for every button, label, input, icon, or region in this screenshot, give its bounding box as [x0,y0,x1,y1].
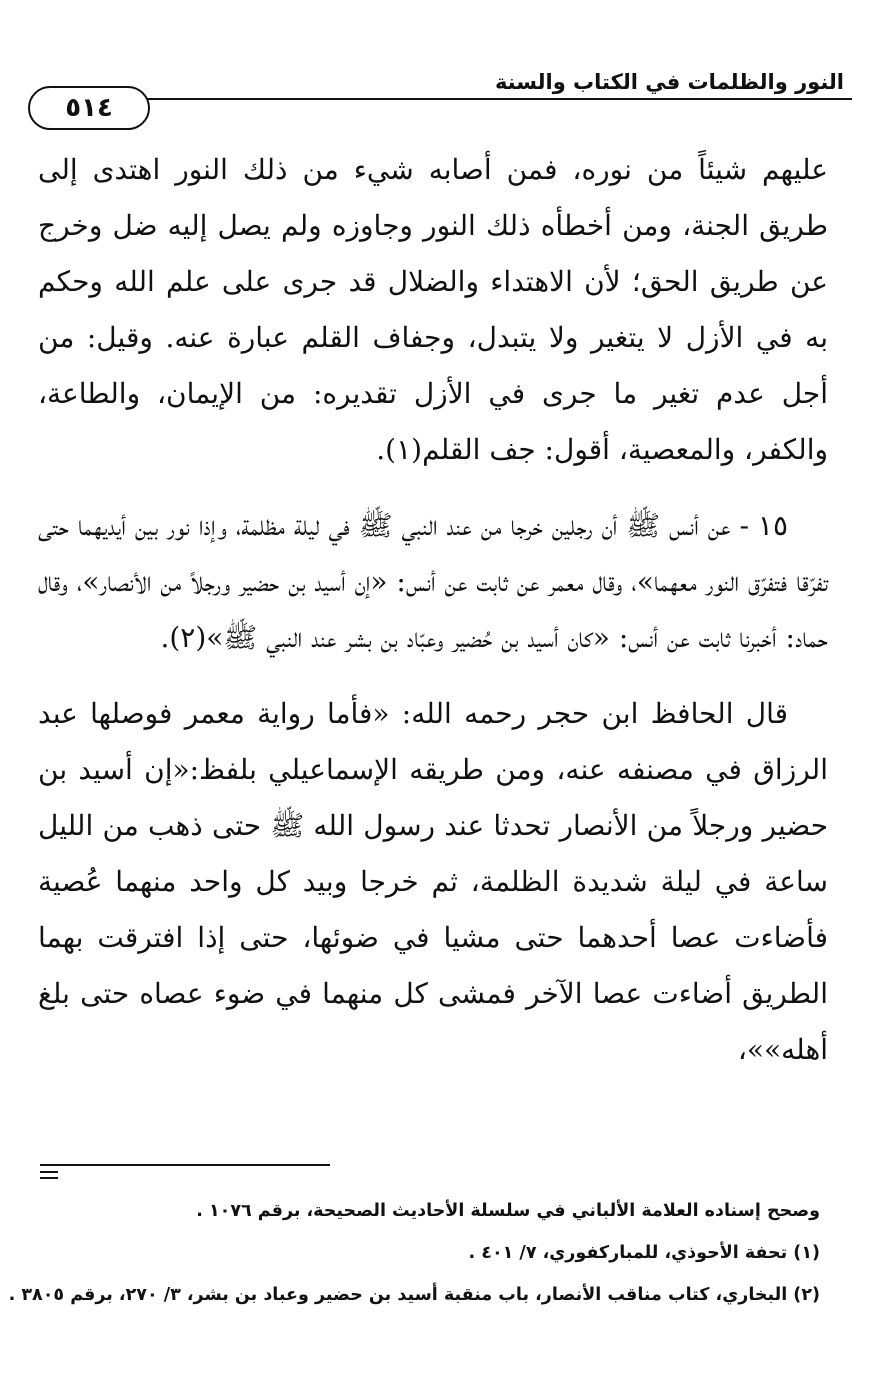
paragraph-hadith-15: ١٥ - عن أنس ﷺ أن رجلين خرجا من عند النبي ﷺ في ليلة مظلمة، وإذا نور بين أيديهما حتى تفرّقا فتفرّق النور معهما»، وقال معمر عن ثابت عن أنس: «إن أسيد بن حضير ورجلاً من الأنصار»، وقال حماد: أخبرنا ثابت عن أنس: «كان أسيد بن حُضير وعبّاد بن بشر عند النبي ﷺ»(٢). [38,509,828,654]
footnote-2: (٢) البخاري، كتاب مناقب الأنصار، باب منقبة أسيد بن حضير وعباد بن بشر، ٣/ ٢٧٠، برقم ٣٨٠٥ . [8,1285,820,1305]
header-rule [142,98,852,100]
footnote-continuation: وصحح إسناده العلامة الألباني في سلسلة الأحاديث الصحيحة، برقم ١٠٧٦ . [196,1201,820,1221]
footnote-separator [40,1164,330,1166]
footnote-continuation-mark [40,1171,58,1179]
page-number-badge [28,86,150,130]
page-header [22,66,862,130]
running-title: النور والظلمات في الكتاب والسنة [494,70,844,94]
footnotes [8,1190,820,1316]
paragraph-continuation: عليهم شيئاً من نوره، فمن أصابه شيء من ذلك النور اهتدى إلى طريق الجنة، ومن أخطأه ذلك النور وجاوزه ولم يصل إليه ضل وخرج عن طريق الحق؛ لأن الاهتداء والضلال قد جرى على علم الله وحكم به في الأزل لا يتغير ولا يتبدل، وجفاف القلم عبارة عنه. وقيل: من أجل عدم تغير ما جرى في الأزل تقديره: من الإيمان، والطاعة، والكفر، والمعصية، أقول: جف القلم(١). [38,153,828,466]
paragraph-ibn-hajar: قال الحافظ ابن حجر رحمه الله: «فأما رواية معمر فوصلها عبد الرزاق في مصنفه عنه، ومن طريقه الإسماعيلي بلفظ:«إن أسيد بن حضير ورجلاً من الأنصار تحدثا عند رسول الله ﷺ حتى ذهب من الليل ساعة في ليلة شديدة الظلمة، ثم خرجا وبيد كل واحد منهما عُصية فأضاءت عصا أحدهما حتى مشيا في ضوئها، حتى إذا افترقت بهما الطريق أضاءت عصا الآخر فمشى كل منهما في ضوء عصاه حتى بلغ أهله»»، [38,697,828,1066]
page-number: ٥١٤ [65,93,113,123]
footnote-1: (١) تحفة الأحوذي، للمباركفوري، ٧/ ٤٠١ . [468,1243,820,1263]
main-text [38,142,828,1098]
